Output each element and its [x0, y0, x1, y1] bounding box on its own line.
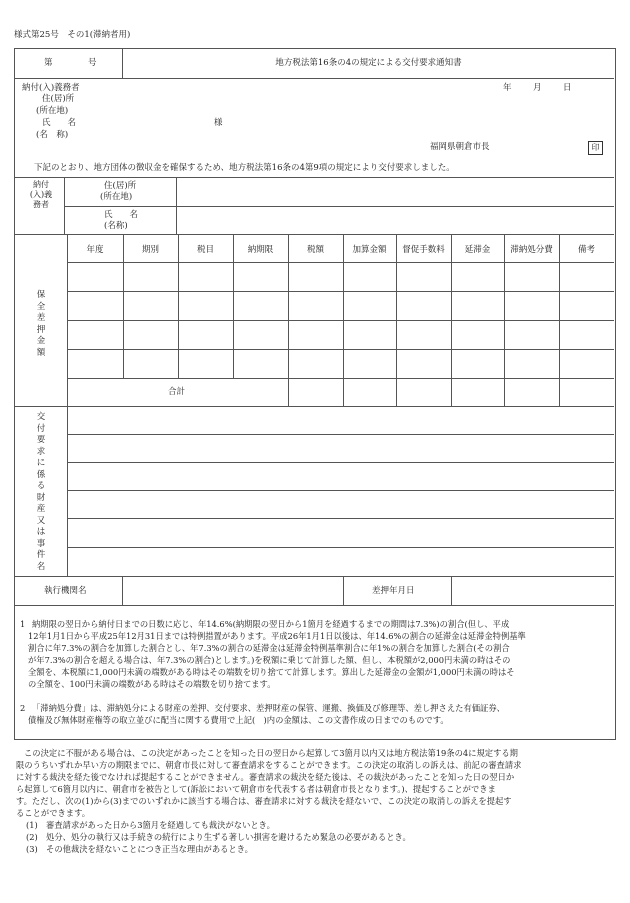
rule [67, 291, 614, 292]
column-header: 納期限 [247, 245, 274, 255]
document-title: 地方税法第16条の4の規定による交付要求通知書 [275, 58, 462, 68]
recipient-title-name: (名 称) [36, 130, 69, 140]
note-line: が年7.3%の割合を超える場合は、年7.3%の割合)とします。)を税額に乗じて計算した額、但し、本税額が2,000円未満の時はその [28, 655, 511, 665]
rule [122, 576, 123, 605]
rule [233, 234, 234, 378]
seal-mark: 印 [588, 141, 603, 155]
column-header: 延滞金 [464, 245, 491, 255]
property-vertical-label: 交付要求に係る財産又は事件名 [36, 412, 46, 572]
recipient-label: 納付(入)義務者 [22, 83, 80, 93]
note-line: 全額を、本税額に1,000円未満の端数がある時はその端数を切り捨てて計算します。算出した延滞金の金額が1,000円未満の時はそ [28, 667, 515, 677]
appeal-line: す。ただし、次の(1)から(3)までのいずれかに該当する場合は、審査請求に対する裁決を経ないで、この決定の取消しの訴えを提起す [16, 796, 512, 806]
recipient-address: 住(居)所 [42, 94, 75, 104]
recipient-name: 氏 名 [42, 118, 77, 128]
rule [451, 234, 452, 406]
column-header: 加算金額 [352, 245, 387, 255]
seizure-date-label: 差押年月日 [372, 586, 415, 596]
date-day: 日 [563, 83, 572, 93]
rule [396, 234, 397, 406]
rule [15, 605, 614, 606]
rule [15, 177, 614, 178]
agency-label: 執行機関名 [44, 586, 87, 596]
column-header: 期別 [141, 245, 159, 255]
rule [64, 206, 614, 207]
rule [67, 434, 614, 435]
rule [559, 234, 560, 406]
date-month: 月 [533, 83, 542, 93]
appeal-item: (1) 審査請求があった日から3箇月を経過しても裁決がないとき。 [26, 820, 275, 830]
rule [67, 320, 614, 321]
appeal-line: ら起算して6箇月以内に、朝倉市を被告として(訴訟において朝倉市を代表する者は朝倉市長となります。)、提起することができま [16, 784, 496, 794]
rule [67, 262, 614, 263]
rule [15, 406, 614, 407]
appeal-line: ることができます。 [16, 808, 91, 818]
note-line: 「滞納処分費」は、滞納処分による財産の差押、交付要求、差押財産の保管、運搬、換価及び修理等、差し押さえた有価証券、 [32, 703, 505, 713]
note-line: 納期限の翌日から納付日までの日数に応じ、年14.6%(納期限の翌日から1箇月を経過するまでの期間は7.3%)の割合(但し、平成 [32, 619, 510, 629]
column-header: 滞納処分費 [510, 245, 553, 255]
taxpayer-address: 住(居)所 [104, 181, 137, 191]
column-header: 税額 [306, 245, 324, 255]
note-number: 1 [20, 619, 26, 629]
rule [288, 234, 289, 406]
taxpayer-name: 氏 名 [104, 210, 139, 220]
column-header: 年度 [86, 245, 104, 255]
amount-vertical-label: 保全差押金額 [36, 290, 46, 358]
rule [343, 234, 344, 406]
rule [67, 518, 614, 519]
taxpayer-location: (所在地) [100, 192, 133, 202]
rule [67, 349, 614, 350]
date-year: 年 [503, 83, 512, 93]
rule [15, 78, 614, 79]
issuer-name: 福岡県朝倉市長 [430, 142, 490, 152]
intro-text: 下記のとおり、地方団体の徴収金を確保するため、地方税法第16条の4第9項の規定により交付要求しました。 [34, 163, 455, 173]
property-divider [67, 406, 68, 576]
form-code: 様式第25号 その1(滞納者用) [14, 30, 131, 40]
appeal-item: (2) 処分、処分の執行又は手続きの続行により生ずる著しい損害を避けるため緊急の必要があるとき。 [26, 832, 411, 842]
appeal-line: この決定に不服がある場合は、この決定があったことを知った日の翌日から起算して3箇月以内又は地方税法第19条の4に規定する期 [24, 748, 518, 758]
note-line: 割合に年7.3%の割合を加算した割合とし、年7.3%の割合の延滞金は延滞金特例基準割合に年1%の割合を加算した割合(その割合 [28, 643, 510, 653]
taxpayer-vertical-label: 納付(入)義務者 [29, 180, 53, 209]
recipient-sama: 様 [214, 118, 223, 128]
column-header: 督促手数料 [402, 245, 445, 255]
rule [178, 234, 179, 378]
rule [15, 234, 614, 235]
number-label-1: 第 [44, 58, 53, 68]
appeal-line: に対する裁決を経た後でなければ提起することができません。審査請求の裁決を経た後は、その裁決があったことを知った日の翌日か [16, 772, 515, 782]
rule [67, 547, 614, 548]
appeal-line: 限のうちいずれか早い方の期限までに、朝倉市長に対して審査請求をすることができます。この決定の取消しの訴えは、前記の審査請求 [16, 760, 522, 770]
rule [343, 576, 344, 605]
rule [504, 234, 505, 406]
total-label: 合計 [168, 387, 186, 397]
note-line: の全額を、100円未満の端数がある時はその端数を切り捨てます。 [28, 679, 276, 689]
number-label-2: 号 [88, 58, 97, 68]
note-line: 債権及び無体財産権等の取立並びに配当に関する費用で上記( )内の金額は、この文書作成の日までのものです。 [28, 715, 449, 725]
appeal-item: (3) その他裁決を経ないことにつき正当な理由があるとき。 [26, 844, 253, 854]
note-number: 2 [20, 703, 26, 713]
column-header: 税目 [196, 245, 214, 255]
recipient-location: (所在地) [36, 106, 69, 116]
rule [451, 576, 452, 605]
rule [67, 490, 614, 491]
rule [123, 234, 124, 378]
rule [67, 462, 614, 463]
rule [15, 576, 614, 577]
note-line: 12年1月1日から平成25年12月31日までは特例措置があります。平成26年1月1日以後は、年14.6%の割合の延滞金は延滞金特例基準 [28, 631, 526, 641]
column-header: 備考 [577, 245, 595, 255]
rule [67, 378, 614, 379]
taxpayer-title-name: (名称) [104, 221, 128, 231]
